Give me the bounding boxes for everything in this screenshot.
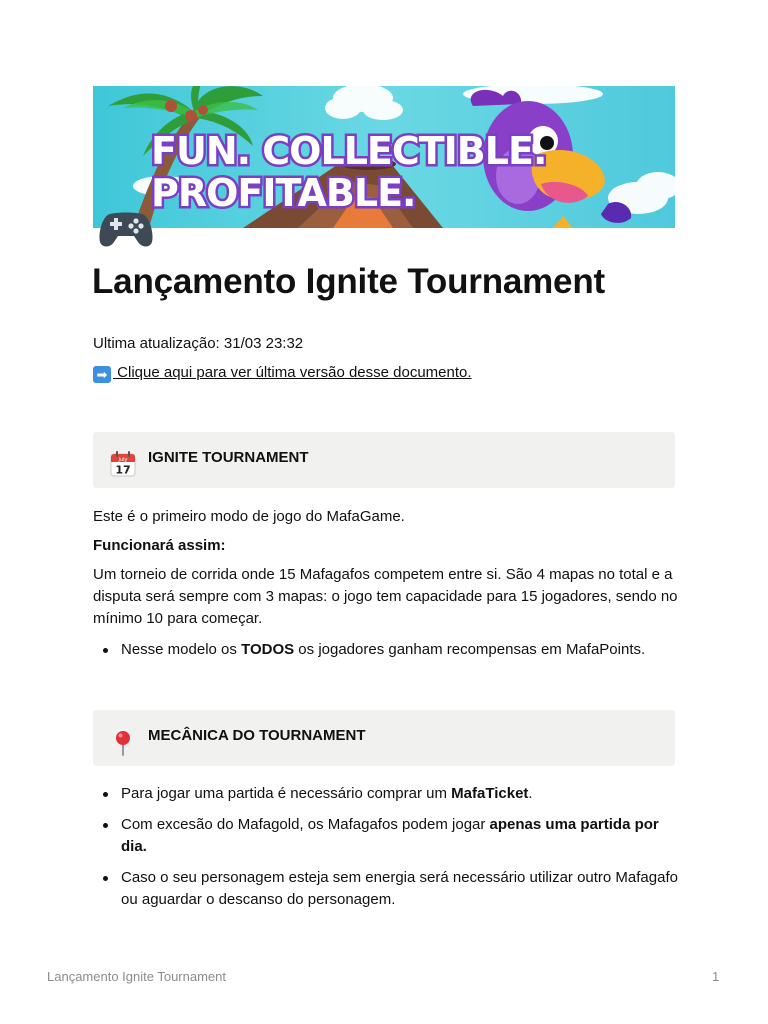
banner-image (93, 86, 675, 228)
description-paragraph: Um torneio de corrida onde 15 Mafagafos competem entre si. São 4 mapas no total e a disputa será sempre com 3 mapas: o jogo tem capacidade para 15 jogadores, sendo no mínimo 10 para começar. (93, 566, 678, 627)
section-heading: MECÂNICA DO TOURNAMENT (148, 727, 366, 744)
callout-ignite-tournament (93, 432, 675, 488)
callout-mecanica (93, 710, 675, 766)
last-updated-text: Ultima atualização: 31/03 23:32 (93, 335, 304, 352)
bullet-list (93, 783, 678, 911)
round-pushpin-icon (109, 728, 137, 756)
section-heading: IGNITE TOURNAMENT (148, 449, 309, 466)
footer-document-title: Lançamento Ignite Tournament (47, 969, 226, 984)
list-item: Nesse modelo os TODOS os jogadores ganham recompensas em MafaPoints. (93, 639, 678, 661)
intro-paragraph: Este é o primeiro modo de jogo do MafaGame. (93, 508, 405, 525)
calendar-month: July (118, 457, 128, 463)
bullet-list (93, 639, 678, 661)
footer-page-number: 1 (712, 969, 720, 984)
calendar-day: 17 (115, 463, 131, 477)
page-title: Lançamento Ignite Tournament (92, 262, 605, 301)
game-controller-icon (98, 208, 154, 250)
list-item: Para jogar uma partida é necessário comprar um MafaTicket. (93, 783, 678, 805)
subheading: Funcionará assim: (93, 537, 226, 554)
right-arrow-icon: ➡ (93, 366, 111, 383)
list-item: Caso o seu personagem esteja sem energia será necessário utilizar outro Mafagafo ou aguardar o descanso do personagem. (93, 867, 678, 911)
banner-slogan-line2: PROFITABLE. (151, 171, 416, 215)
list-item: Com excesão do Mafagold, os Mafagafos podem jogar apenas uma partida por dia. (93, 814, 678, 858)
latest-version-link[interactable] (93, 364, 472, 383)
calendar-icon (109, 450, 137, 478)
banner-slogan-line1: FUN. COLLECTIBLE. (151, 129, 547, 173)
latest-version-link-text: Clique aqui para ver última versão desse documento. (113, 364, 472, 381)
